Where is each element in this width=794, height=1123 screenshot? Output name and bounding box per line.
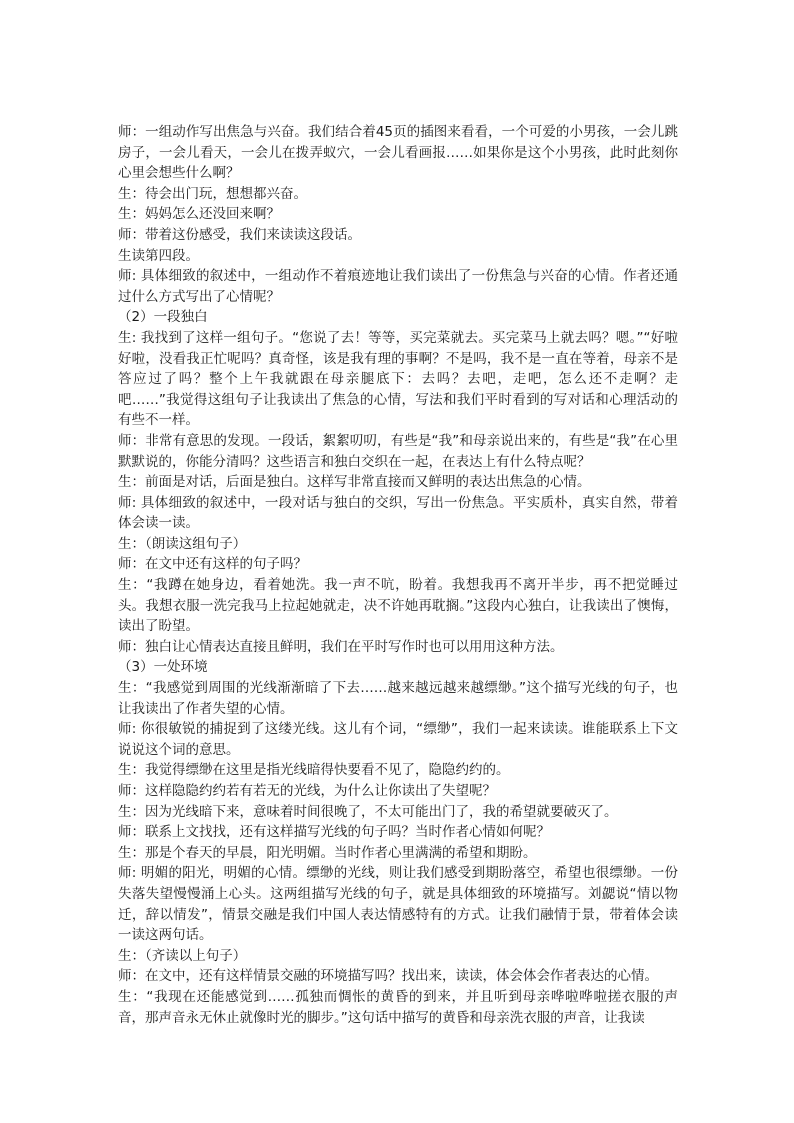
paragraph: 师: 你很敏锐的捕捉到了这缕光线。这儿有个词，“缥缈”，我们一起来读读。谁能联系上下文说说这个词的意思。 bbox=[118, 721, 678, 758]
paragraph: 生：（朗读这组句子） bbox=[118, 535, 247, 552]
paragraph: 生：因为光线暗下来，意味着时间很晚了，不太可能出门了，我的希望就要破灭了。 bbox=[118, 803, 618, 820]
paragraph: 师: 具体细致的叙述中，一段对话与独白的交织，写出一份焦急。平实质朴，真实自然，带着体会读一读。 bbox=[118, 494, 678, 532]
paragraph: 师：一组动作写出焦急与兴奋。我们结合着45页的插图来看看，一个可爱的小男孩，一会儿跳房子，一会儿看天，一会儿在拨弄蚁穴，一会儿看画报……如果你是这个小男孩，此时此刻你心里会想些什么啊？ bbox=[118, 124, 678, 182]
paragraph: 师：带着这份感受，我们来读读这段话。 bbox=[118, 226, 361, 243]
paragraph: 生：我觉得缥缈在这里是指光线暗得快要看不见了，隐隐约约的。 bbox=[118, 762, 510, 779]
section-heading: （2）一段独白 bbox=[118, 309, 208, 326]
paragraph: 生：（齐读以上句子） bbox=[118, 947, 247, 964]
paragraph: 生读第四段。 bbox=[118, 247, 199, 264]
paragraph: 生：待会出门玩，想想都兴奋。 bbox=[118, 185, 307, 202]
paragraph: 生：“我蹲在她身边，看着她洗。我一声不吭，盼着。我想我再不离开半步，再不把觉睡过头。我想衣服一洗完我马上拉起她就走，决不许她再耽搁。”这段内心独白，让我读出了懊悔，读出了盼望。 bbox=[118, 577, 678, 635]
paragraph: 师：这样隐隐约约若有若无的光线，为什么让你读出了失望呢？ bbox=[118, 783, 496, 799]
paragraph: 师：独白让心情表达直接且鲜明，我们在平时写作时也可以用用这种方法。 bbox=[118, 638, 564, 655]
paragraph: 师：在文中，还有这样情景交融的环境描写吗？找出来，读读，体会体会作者表达的心情。 bbox=[118, 968, 658, 985]
section-heading: （3）一处环境 bbox=[118, 659, 208, 676]
paragraph: 生：“我现在还能感觉到……孤独而惆怅的黄昏的到来，并且听到母亲哗啦哗啦搓衣服的声音，那声音永无休止就像时光的脚步。”这句话中描写的黄昏和母亲洗衣服的声音，让我读 bbox=[118, 988, 678, 1026]
paragraph: 师: 明媚的阳光，明媚的心情。缥缈的光线，则让我们感受到期盼落空，希望也很缥缈。一份失落失望慢慢涌上心头。这两组描写光线的句子，就是具体细致的环境描写。刘勰说“情以物迁，辞以情发”，情景交融是我们中国人表达情感特有的方式。让我们融情于景，带着体会读一读这两句话。 bbox=[118, 865, 678, 944]
paragraph: 师：在文中还有这样的句子吗？ bbox=[118, 556, 307, 573]
paragraph: 生：妈妈怎么还没回来啊？ bbox=[118, 206, 280, 223]
paragraph: 师: 具体细致的叙述中，一组动作不着痕迹地让我们读出了一份焦急与兴奋的心情。作者还通过什么方式写出了心情呢？ bbox=[118, 268, 678, 305]
paragraph: 师：非常有意思的发现。一段话，絮絮叨叨，有些是“我”和母亲说出来的，有些是“我”在心里默默说的，你能分清吗？这些语言和独白交织在一起，在表达上有什么特点呢？ bbox=[118, 432, 678, 470]
paragraph: 生：前面是对话，后面是独白。这样写非常直接而又鲜明的表达出焦急的心情。 bbox=[118, 474, 591, 491]
paragraph: 生：“我感觉到周围的光线渐渐暗了下去……越来越远越来越缥缈。”这个描写光线的句子，也让我读出了作者失望的心情。 bbox=[118, 680, 678, 717]
paragraph: 生: 我找到了这样一组句子。“您说了去！等等，买完菜就去。买完菜马上就去吗？嗯。”“好啦好啦，没看我正忙呢吗？真奇怪，该是我有理的事啊？不是吗，我不是一直在等着，母亲不是答应过了吗？整个上午我就跟在母亲腿底下：去吗？去吧，走吧，怎么还不走啊？走吧……”我觉得这组句子让我读出了焦急的心情，写法和我们平时看到的写对话和心理活动的有些不一样。 bbox=[118, 329, 678, 429]
paragraph: 师：联系上文找找，还有这样描写光线的句子吗？当时作者心情如何呢？ bbox=[118, 824, 550, 841]
document-body bbox=[118, 122, 678, 1028]
paragraph: 生：那是个春天的早晨，阳光明媚。当时作者心里满满的希望和期盼。 bbox=[118, 844, 537, 861]
